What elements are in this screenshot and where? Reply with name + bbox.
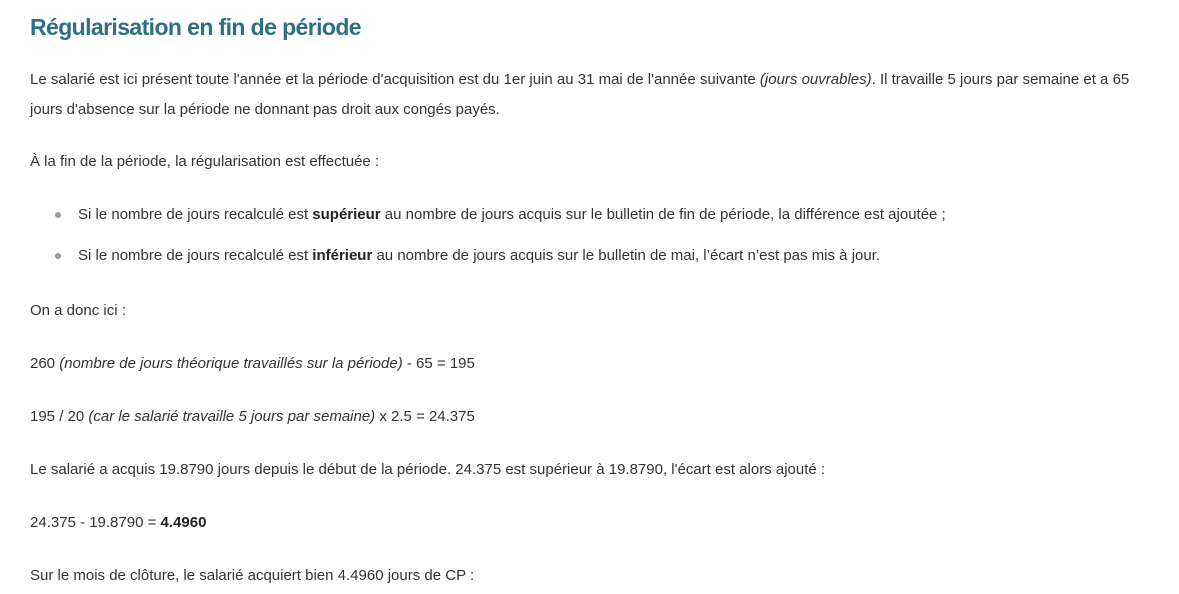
rule-text-end: au nombre de jours acquis sur le bulletin de fin de période, la différence est ajoutée ; bbox=[380, 206, 946, 223]
intro-text-end: . Il travaille 5 jours par semaine et a 65 jours d'absence sur la période ne donnant pas droit aux congés payés. bbox=[30, 71, 1130, 118]
diff-result: 4.4960 bbox=[160, 514, 207, 531]
calculation-worked-days bbox=[30, 349, 1165, 379]
diff-text: 24.375 - 19.8790 = bbox=[30, 514, 161, 531]
difference-calculation bbox=[30, 508, 1165, 538]
end-of-period-paragraph: À la fin de la période, la régularisation est effectuée : bbox=[30, 153, 380, 170]
calc-note: (nombre de jours théorique travaillés sur la période) bbox=[59, 355, 403, 372]
bullet-icon bbox=[55, 212, 61, 218]
calc-start: 260 bbox=[30, 355, 60, 372]
intro-italic-note: (jours ouvrables) bbox=[759, 71, 872, 88]
rule-keyword: supérieur bbox=[312, 206, 381, 223]
rule-text-end: au nombre de jours acquis sur le bulletin de mai, l’écart n’est pas mis à jour. bbox=[372, 247, 881, 264]
rule-text-start: Si le nombre de jours recalculé est bbox=[78, 206, 313, 223]
calc-note: (car le salarié travaille 5 jours par semaine) bbox=[88, 408, 376, 425]
list-item bbox=[52, 200, 1165, 230]
therefore-paragraph: On a donc ici : bbox=[30, 302, 126, 319]
list-item bbox=[52, 241, 1165, 271]
rules-list bbox=[30, 200, 1165, 271]
intro-text-start: Le salarié est ici présent toute l'année et la période d'acquisition est du 1er juin au 31 mai de l'année suivante bbox=[30, 71, 760, 88]
closing-month-paragraph: Sur le mois de clôture, le salarié acquiert bien 4.4960 jours de CP : bbox=[30, 567, 475, 584]
calc-end: x 2.5 = 24.375 bbox=[375, 408, 475, 425]
acquired-paragraph: Le salarié a acquis 19.8790 jours depuis le début de la période. 24.375 est supérieur à 19.8790, l'écart est alors ajouté : bbox=[30, 461, 826, 478]
calc-end: - 65 = 195 bbox=[402, 355, 475, 372]
rule-keyword: inférieur bbox=[312, 247, 373, 264]
section-heading: Régularisation en fin de période bbox=[30, 14, 361, 40]
calculation-leave-days bbox=[30, 402, 1165, 432]
bullet-icon bbox=[55, 253, 61, 259]
calc-start: 195 / 20 bbox=[30, 408, 89, 425]
rule-text-start: Si le nombre de jours recalculé est bbox=[78, 247, 313, 264]
intro-paragraph bbox=[30, 65, 1165, 125]
